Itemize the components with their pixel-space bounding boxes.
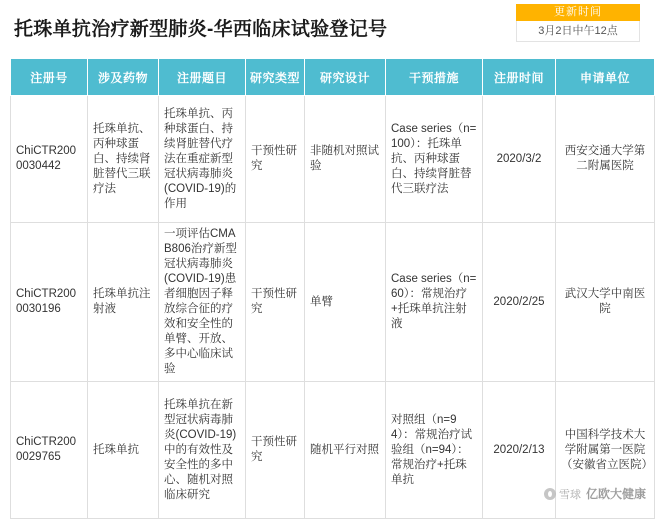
page-title: 托珠单抗治疗新型肺炎-华西临床试验登记号 — [14, 19, 388, 40]
cell-drug: 托珠单抗 — [88, 382, 159, 519]
cell-study-type: 干预性研究 — [246, 382, 305, 519]
column-header-org: 申请单位 — [556, 59, 655, 96]
cell-study-type: 干预性研究 — [246, 223, 305, 382]
column-header-topic: 注册题目 — [159, 59, 246, 96]
cell-intervention: 对照组（n=94）：常规治疗试验组（n=94）：常规治疗+托珠单抗 — [386, 382, 483, 519]
cell-reg-date: 2020/3/2 — [483, 96, 556, 223]
column-header-drug: 涉及药物 — [88, 59, 159, 96]
update-time-value: 3月2日中午12点 — [516, 21, 640, 42]
cell-intervention: Case series（n=60）：常规治疗+托珠单抗注射液 — [386, 223, 483, 382]
watermark — [544, 485, 646, 502]
cell-topic: 托珠单抗、丙种球蛋白、持续肾脏替代疗法在重症新型冠状病毒肺炎(COVID-19)的作用 — [159, 96, 246, 223]
cell-reg-no: ChiCTR2000030442 — [11, 96, 88, 223]
cell-design: 单臂 — [305, 223, 386, 382]
cell-org: 西安交通大学第二附属医院 — [556, 96, 655, 223]
table-row — [11, 223, 655, 382]
cell-intervention: Case series（n=100）：托珠单抗、丙种球蛋白、持续肾脏替代三联疗法 — [386, 96, 483, 223]
table-header-row — [11, 59, 655, 96]
cell-reg-date: 2020/2/13 — [483, 382, 556, 519]
column-header-study-type: 研究类型 — [246, 59, 305, 96]
table-row — [11, 96, 655, 223]
cell-study-type: 干预性研究 — [246, 96, 305, 223]
cell-reg-no: ChiCTR2000030196 — [11, 223, 88, 382]
cell-topic: 一项评估CMAB806治疗新型冠状病毒肺炎(COVID-19)患者细胞因子释放综合征的疗效和安全性的单臂、开放、多中心临床试验 — [159, 223, 246, 382]
snowball-icon — [544, 488, 556, 500]
column-header-reg-no: 注册号 — [11, 59, 88, 96]
column-header-intervention: 干预措施 — [386, 59, 483, 96]
snowball-watermark — [544, 486, 581, 502]
cell-reg-no: ChiCTR2000029765 — [11, 382, 88, 519]
cell-reg-date: 2020/2/25 — [483, 223, 556, 382]
table-header — [11, 59, 655, 96]
cell-drug: 托珠单抗、丙种球蛋白、持续肾脏替代三联疗法 — [88, 96, 159, 223]
update-time-box — [516, 4, 640, 42]
table-body — [11, 96, 655, 519]
cell-org: 中国科学技术大学附属第一医院（安徽省立医院） — [556, 382, 655, 519]
cell-design: 非随机对照试验 — [305, 96, 386, 223]
column-header-reg-date: 注册时间 — [483, 59, 556, 96]
update-time-label: 更新时间 — [516, 4, 640, 21]
cell-design: 随机平行对照 — [305, 382, 386, 519]
column-header-design: 研究设计 — [305, 59, 386, 96]
clinical-trial-table — [10, 58, 655, 519]
snowball-label: 雪球 — [558, 488, 581, 501]
brand-watermark: 亿欧大健康 — [585, 487, 646, 501]
page-header — [10, 0, 650, 56]
cell-topic: 托珠单抗在新型冠状病毒肺炎(COVID-19)中的有效性及安全性的多中心、随机对照临床研究 — [159, 382, 246, 519]
cell-org: 武汉大学中南医院 — [556, 223, 655, 382]
cell-drug: 托珠单抗注射液 — [88, 223, 159, 382]
